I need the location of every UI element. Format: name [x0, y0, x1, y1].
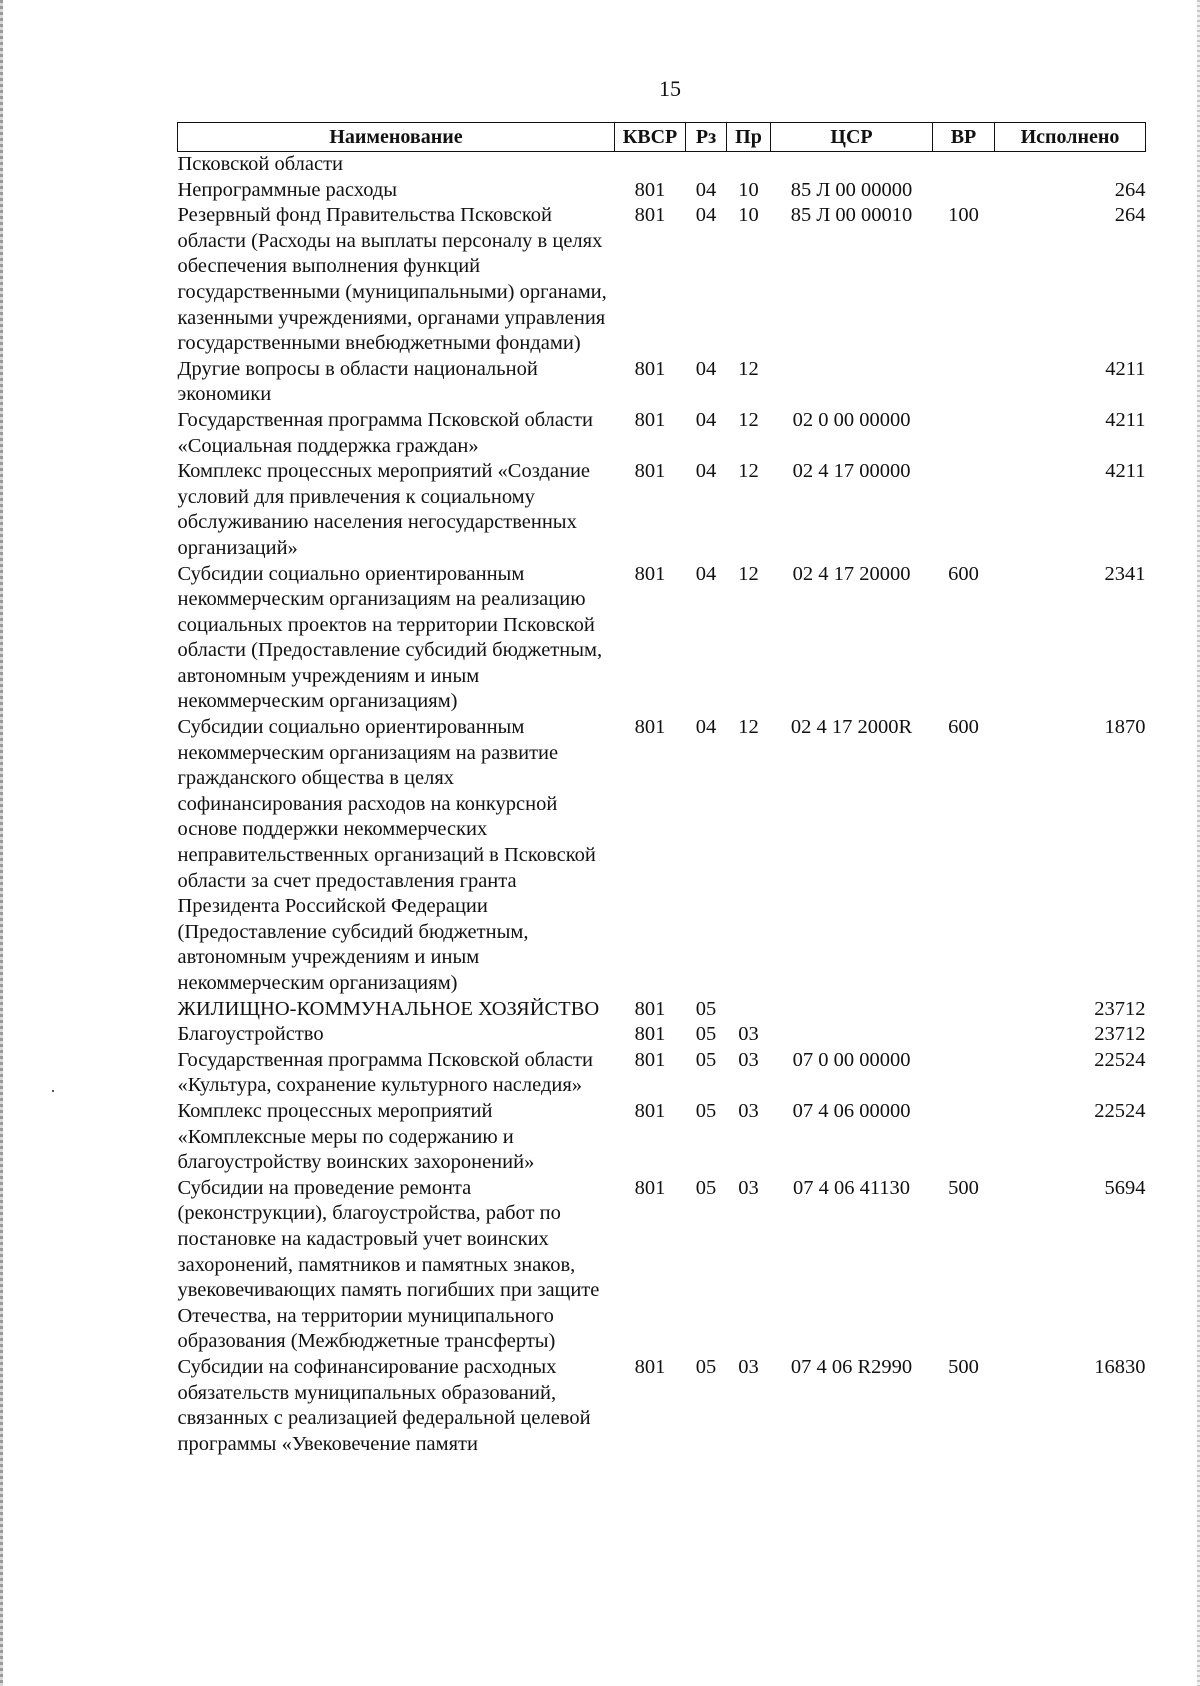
row-rz: 05	[695, 1048, 717, 1071]
row-name: Другие вопросы в области национальной экономики	[177, 357, 538, 406]
row-vr: 600	[948, 562, 979, 585]
row-pr: 12	[738, 562, 759, 585]
row-kvsr: 801	[634, 460, 666, 483]
row-csr	[771, 357, 933, 408]
table-row	[178, 562, 1146, 716]
table-row	[178, 408, 1146, 459]
table-header-row	[178, 123, 1146, 152]
row-csr: 02 4 17 2000R	[790, 716, 913, 739]
row-csr: 07 4 06 R2990	[790, 1355, 913, 1378]
row-pr: 03	[738, 1099, 759, 1122]
row-vr: 100	[948, 204, 979, 227]
row-vr	[933, 408, 995, 459]
row-rz: 05	[695, 1176, 717, 1199]
row-csr	[771, 1022, 933, 1048]
page-number: 15	[659, 76, 681, 101]
row-executed	[995, 152, 1146, 178]
table-row	[178, 997, 1146, 1023]
row-executed: 22524	[1094, 1048, 1146, 1071]
row-name: ЖИЛИЩНО-КОММУНАЛЬНОЕ ХОЗЯЙСТВО	[177, 997, 600, 1020]
table-row	[178, 178, 1146, 204]
table-row	[178, 1022, 1146, 1048]
header-vr: ВР	[933, 123, 995, 152]
scan-edge-left	[0, 0, 3, 1686]
row-executed: 4211	[1105, 460, 1146, 483]
row-executed: 4211	[1105, 408, 1146, 431]
table-row	[178, 203, 1146, 357]
row-vr	[933, 178, 995, 204]
row-kvsr: 801	[634, 204, 666, 227]
row-vr	[933, 997, 995, 1023]
row-name: Субсидии социально ориентированным некоммерческим организациям на реализацию социальных проектов на территории Псковской области (Предоставление субсидий бюджетным, автономным учреждениям и иным некоммерческим организациям)	[177, 562, 603, 713]
header-name: Наименование	[178, 123, 615, 152]
row-rz: 05	[695, 1023, 717, 1046]
row-kvsr: 801	[634, 1176, 666, 1199]
row-name: Государственная программа Псковской области «Социальная поддержка граждан»	[177, 408, 593, 457]
row-executed: 2341	[1104, 562, 1146, 585]
header-rz: Рз	[686, 123, 727, 152]
table-row	[178, 1048, 1146, 1099]
row-rz: 05	[695, 1099, 717, 1122]
row-name: Субсидии на проведение ремонта (реконструкции), благоустройства, работ по постановке на кадастровый учет воинских захоронений, памятников и памятных знаков, увековечивающих память погибших при защите Отечества, на территории муниципального образования (Межбюджетные трансферты)	[177, 1176, 600, 1353]
row-executed: 22524	[1094, 1099, 1146, 1122]
row-executed: 5694	[1104, 1176, 1146, 1199]
row-executed: 264	[1114, 178, 1146, 201]
table-body	[178, 152, 1146, 1458]
row-vr: 500	[948, 1355, 979, 1378]
row-kvsr: 801	[634, 716, 666, 739]
header-executed: Исполнено	[995, 123, 1146, 152]
row-kvsr: 801	[634, 1099, 666, 1122]
row-rz: 04	[695, 204, 717, 227]
header-kvsr: КВСР	[615, 123, 686, 152]
table-row	[178, 715, 1146, 997]
row-pr: 10	[738, 178, 759, 201]
row-executed: 264	[1114, 204, 1146, 227]
row-pr: 12	[738, 460, 759, 483]
row-name: Комплекс процессных мероприятий «Создание условий для привлечения к социальному обслуживанию населения негосударственных организаций»	[177, 460, 591, 559]
row-kvsr: 801	[634, 408, 666, 431]
row-name: Псковской области	[177, 153, 344, 175]
row-rz: 05	[695, 1355, 717, 1378]
row-vr	[933, 1022, 995, 1048]
table-row	[178, 459, 1146, 561]
row-name: Субсидии на софинансирование расходных обязательств муниципальных образований, связанных с реализацией федеральной целевой программы «Увековечение памяти	[177, 1355, 591, 1455]
row-pr: 12	[738, 716, 759, 739]
row-csr	[771, 997, 933, 1023]
scan-speck	[52, 1090, 54, 1092]
row-kvsr	[615, 152, 686, 178]
row-rz: 05	[695, 997, 717, 1020]
row-kvsr: 801	[634, 1023, 666, 1046]
row-rz: 04	[695, 408, 717, 431]
row-vr: 600	[948, 716, 979, 739]
row-rz: 04	[695, 178, 717, 201]
row-vr	[933, 1099, 995, 1176]
table-row	[178, 1099, 1146, 1176]
table-row	[178, 357, 1146, 408]
budget-table	[177, 122, 1146, 1457]
row-vr	[933, 152, 995, 178]
row-rz	[686, 152, 727, 178]
row-csr: 07 4 06 41130	[792, 1176, 911, 1199]
row-vr	[933, 357, 995, 408]
row-kvsr: 801	[634, 562, 666, 585]
row-vr	[933, 459, 995, 561]
header-csr: ЦСР	[771, 123, 933, 152]
row-rz: 04	[695, 716, 717, 739]
row-csr: 02 4 17 20000	[792, 562, 911, 585]
row-csr: 85 Л 00 00000	[790, 178, 913, 201]
row-kvsr: 801	[634, 1048, 666, 1071]
row-csr: 07 4 06 00000	[792, 1099, 911, 1122]
row-pr: 03	[738, 1023, 759, 1046]
row-pr	[727, 152, 771, 178]
row-rz: 04	[695, 357, 717, 380]
row-name: Благоустройство	[177, 1023, 324, 1046]
row-name: Комплекс процессных мероприятий «Комплексные меры по содержанию и благоустройству воинских захоронений»	[177, 1099, 535, 1174]
row-kvsr: 801	[634, 1355, 666, 1378]
row-executed: 4211	[1105, 357, 1146, 380]
row-vr	[933, 1048, 995, 1099]
row-vr: 500	[948, 1176, 979, 1199]
row-pr: 03	[738, 1176, 759, 1199]
row-pr	[727, 997, 771, 1023]
table-row	[178, 1176, 1146, 1355]
row-executed: 23712	[1094, 1023, 1146, 1046]
row-pr: 12	[738, 357, 759, 380]
row-csr	[771, 152, 933, 178]
row-csr: 02 0 00 00000	[792, 408, 911, 431]
row-kvsr: 801	[634, 357, 666, 380]
row-csr: 02 4 17 00000	[792, 460, 911, 483]
row-name: Субсидии социально ориентированным некоммерческим организациям на развитие гражданского общества в целях софинансирования расходов на конкурсной основе поддержки некоммерческих неправительственных организаций в Псковской области за счет предоставления гранта Президента Российской Федерации (Предоставление субсидий бюджетным, автономным учреждениям и иным некоммерческим организациям)	[177, 716, 596, 994]
row-name: Непрограммные расходы	[177, 178, 398, 201]
table-row	[178, 152, 1146, 178]
row-pr: 12	[738, 408, 759, 431]
row-executed: 23712	[1094, 997, 1146, 1020]
row-kvsr: 801	[634, 178, 666, 201]
header-pr: Пр	[727, 123, 771, 152]
table-row	[178, 1355, 1146, 1457]
row-name: Резервный фонд Правительства Псковской области (Расходы на выплаты персоналу в целях обеспечения выполнения функций государственными (муниципальными) органами, казенными учреждениями, органами управления государственными внебюджетными фондами)	[177, 204, 607, 355]
row-executed: 16830	[1094, 1355, 1146, 1378]
row-pr: 03	[738, 1355, 759, 1378]
row-pr: 10	[738, 204, 759, 227]
row-pr: 03	[738, 1048, 759, 1071]
row-executed: 1870	[1104, 716, 1146, 739]
row-rz: 04	[695, 562, 717, 585]
row-rz: 04	[695, 460, 717, 483]
row-csr: 85 Л 00 00010	[790, 204, 913, 227]
row-kvsr: 801	[634, 997, 666, 1020]
row-name: Государственная программа Псковской области «Культура, сохранение культурного наследия»	[177, 1048, 593, 1097]
row-csr: 07 0 00 00000	[792, 1048, 911, 1071]
